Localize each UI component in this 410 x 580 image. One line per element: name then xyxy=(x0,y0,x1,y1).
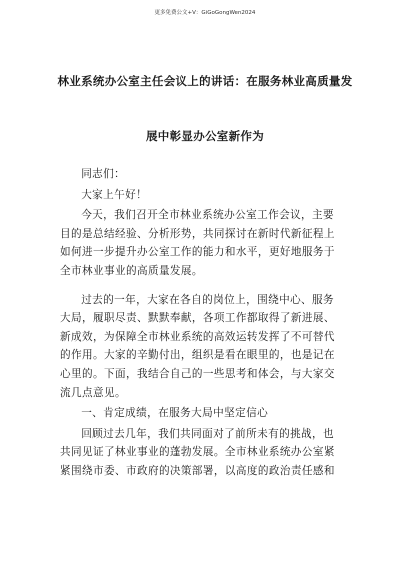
paragraph-1 xyxy=(60,206,352,280)
paragraph-2-line: 过去的一年，大家在各自的岗位上，围绕中心、服务 xyxy=(81,293,335,306)
paragraph-1-line: 今天，我们召开全市林业系统办公室工作会议，主要 xyxy=(81,209,335,222)
paragraph-1-line: 如何进一步提升办公室工作的能力和水平，更好地服务于 xyxy=(60,246,335,259)
section-heading-1: 一、肯定成绩，在服务大局中坚定信心 xyxy=(81,407,269,420)
paragraph-2-line: 大局，履职尽责、默默奉献，各项工作都取得了新进展、 xyxy=(60,312,335,325)
title-line-1: 林业系统办公室主任会议上的讲话：在服务林业高质量发 xyxy=(57,74,353,88)
paragraph-2-line: 流几点意见。 xyxy=(60,386,126,399)
paragraph-1-line: 全市林业事业的高质量发展。 xyxy=(60,264,203,277)
paragraph-2-line: 心里的。下面，我结合自己的一些思考和体会，与大家交 xyxy=(60,367,335,380)
header-note: 更多免费公文+V：GiGoGongWen2024 xyxy=(154,10,256,16)
paragraph-3 xyxy=(60,425,352,481)
salutation: 同志们： xyxy=(81,168,126,180)
document-body xyxy=(60,165,352,483)
paragraph-3-line: 共同见证了林业事业的蓬勃发展。全市林业系统办公室紧 xyxy=(60,446,335,459)
paragraph-2-line: 新成效，为保障全市林业系统的高效运转发挥了不可替代 xyxy=(60,330,335,343)
paragraph-2 xyxy=(60,291,352,403)
paragraph-1-line: 目的是总结经验、分析形势，共同探讨在新时代新征程上 xyxy=(60,227,335,240)
title-line-2: 展中彰显办公室新作为 xyxy=(146,129,264,143)
paragraph-3-line: 回顾过去几年，我们共同面对了前所未有的挑战，也 xyxy=(81,427,335,440)
paragraph-3-line: 紧围绕市委、市政府的决策部署，以高度的政治责任感和 xyxy=(60,464,335,477)
greeting: 大家上午好！ xyxy=(81,188,148,201)
paragraph-2-line: 的作用。大家的辛勤付出，组织是看在眼里的，也是记在 xyxy=(60,349,335,362)
